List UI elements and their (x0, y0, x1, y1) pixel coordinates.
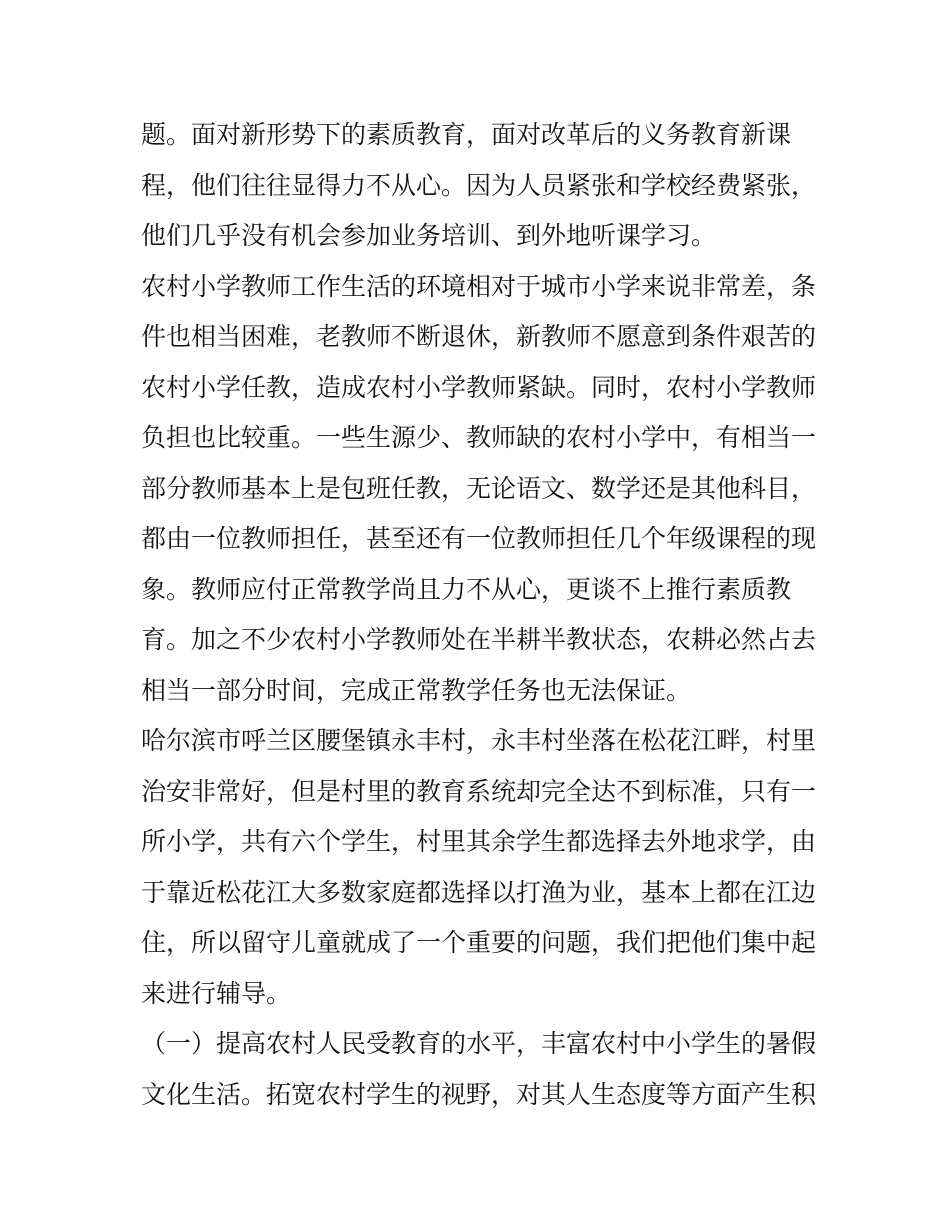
text-line: 他们几乎没有机会参加业务培训、到外地听课学习。 (141, 221, 717, 250)
text-line: 件也相当困难，老教师不断退休，新教师不愿意到条件艰苦的 (141, 322, 817, 351)
text-line: 哈尔滨市呼兰区腰堡镇永丰村，永丰村坐落在松花江畔，村里 (141, 726, 817, 755)
text-line: 部分教师基本上是包班任教，无论语文、数学还是其他科目， (141, 473, 817, 503)
text-line: 题。面对新形势下的素质教育，面对改革后的义务教育新课 (141, 120, 792, 149)
text-line: 相当一部分时间，完成正常教学任务也无法保证。 (141, 675, 692, 705)
text-line: 所小学，共有六个学生，村里其余学生都选择去外地求学，由 (141, 827, 817, 856)
text-line: 负担也比较重。一些生源少、教师缺的农村小学中，有相当一 (141, 423, 817, 452)
text-line: 农村小学教师工作生活的环境相对于城市小学来说非常差，条 (141, 271, 817, 301)
text-line: （一）提高农村人民受教育的水平，丰富农村中小学生的暑假 (141, 1029, 817, 1058)
text-line: 都由一位教师担任，甚至还有一位教师担任几个年级课程的现 (141, 524, 817, 553)
text-line: 来进行辅导。 (141, 978, 292, 1008)
text-line: 文化生活。拓宽农村学生的视野，对其人生态度等方面产生积 (141, 1079, 817, 1109)
text-line: 程，他们往往显得力不从心。因为人员紧张和学校经费紧张， (141, 170, 817, 200)
text-line: 育。加之不少农村小学教师处在半耕半教状态，农耕必然占去 (141, 625, 817, 654)
text-line: 于靠近松花江大多数家庭都选择以打渔为业，基本上都在江边 (141, 877, 817, 907)
text-line: 象。教师应付正常教学尚且力不从心，更谈不上推行素质教 (141, 574, 792, 604)
text-line: 住，所以留守儿童就成了一个重要的问题，我们把他们集中起 (141, 928, 817, 957)
text-line: 治安非常好，但是村里的教育系统却完全达不到标准，只有一 (141, 776, 817, 806)
text-line: 农村小学任教，造成农村小学教师紧缺。同时，农村小学教师 (141, 372, 817, 402)
document-body (141, 110, 821, 1120)
